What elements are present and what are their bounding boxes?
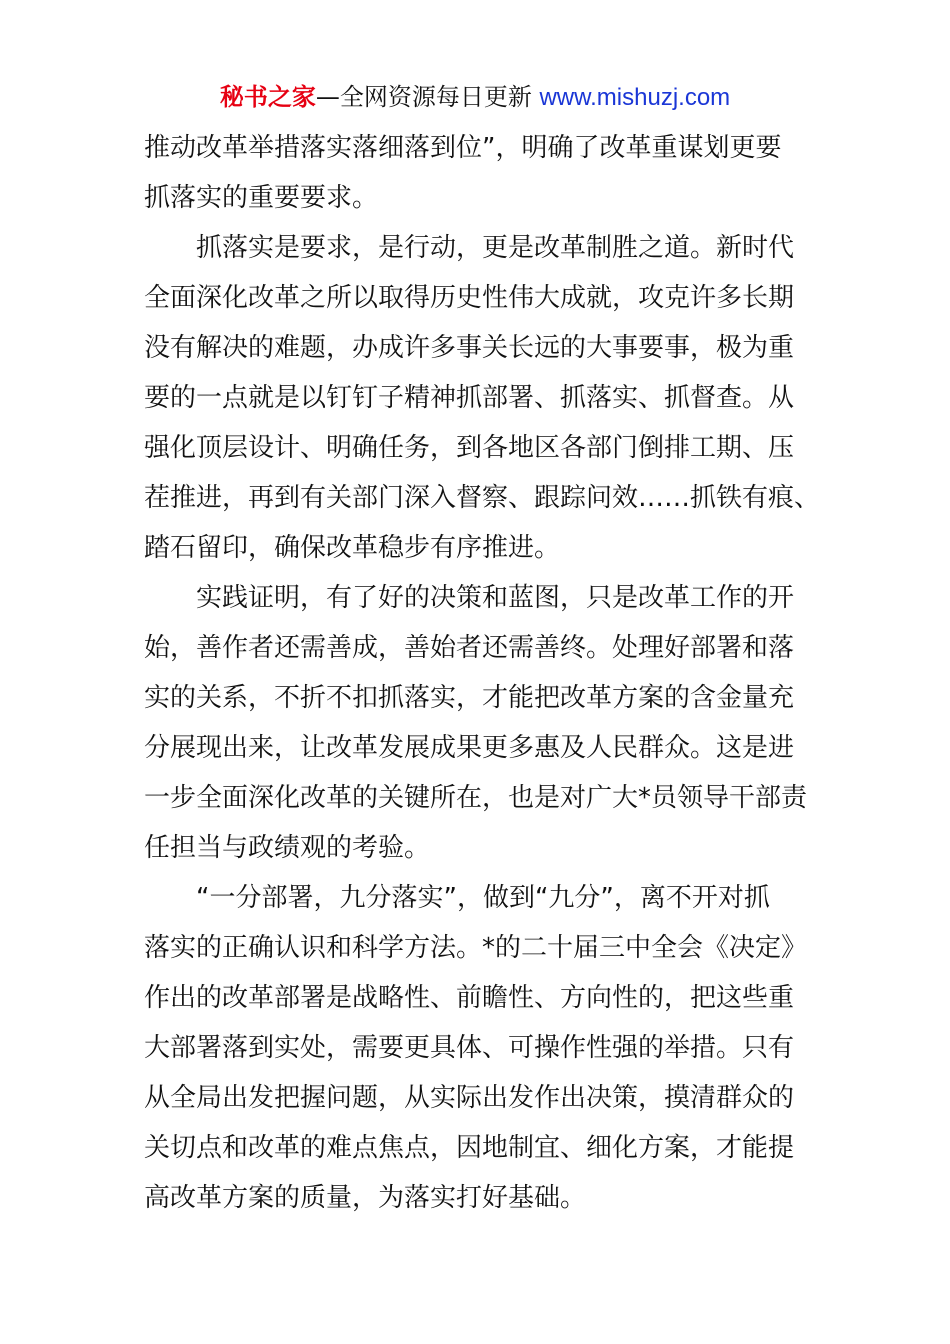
- text-line: 没有解决的难题，办成许多事关长远的大事要事，极为重: [144, 333, 795, 363]
- text-line: 始，善作者还需善成，善始者还需善终。处理好部署和落: [144, 633, 795, 663]
- paragraph-first-line: “一分部署，九分落实”，做到“九分”，离不开对抓: [196, 883, 770, 913]
- paragraph-first-line: 抓落实是要求，是行动，更是改革制胜之道。新时代: [196, 233, 795, 263]
- site-url-link[interactable]: www.mishuzj.com: [539, 84, 731, 111]
- text-line: 全面深化改革之所以取得历史性伟大成就，攻克许多长期: [144, 283, 795, 313]
- text-line: 一步全面深化改革的关键所在，也是对广大*员领导干部责: [144, 783, 808, 813]
- text-line: 实的关系，不折不扣抓落实，才能把改革方案的含金量充: [144, 683, 795, 713]
- page-header: [0, 80, 950, 115]
- text-line: 踏石留印，确保改革稳步有序推进。: [144, 533, 561, 563]
- text-line: 落实的正确认识和科学方法。*的二十届三中全会《决定》: [144, 933, 808, 963]
- text-line: 茬推进，再到有关部门深入督察、跟踪问效……抓铁有痕、: [144, 483, 821, 513]
- brand-name: 秘书之家: [219, 83, 316, 111]
- paragraph-first-line: 实践证明，有了好的决策和蓝图，只是改革工作的开: [196, 583, 795, 613]
- text-line: 关切点和改革的难点焦点，因地制宜、细化方案，才能提: [144, 1133, 795, 1163]
- text-line: 任担当与政绩观的考验。: [144, 833, 431, 863]
- text-line: 高改革方案的质量，为落实打好基础。: [144, 1183, 587, 1213]
- header-tagline: —全网资源每日更新: [315, 83, 532, 111]
- text-line: 作出的改革部署是战略性、前瞻性、方向性的，把这些重: [144, 983, 795, 1013]
- text-line: 从全局出发把握问题，从实际出发作出决策，摸清群众的: [144, 1083, 795, 1113]
- text-line: 强化顶层设计、明确任务，到各地区各部门倒排工期、压: [144, 433, 795, 463]
- text-line: 抓落实的重要要求。: [144, 183, 379, 213]
- document-body: [144, 123, 824, 1223]
- text-line: 推动改革举措落实落细落到位”，明确了改革重谋划更要: [144, 133, 782, 163]
- text-line: 分展现出来，让改革发展成果更多惠及人民群众。这是进: [144, 733, 795, 763]
- text-line: 大部署落到实处，需要更具体、可操作性强的举措。只有: [144, 1033, 795, 1063]
- text-line: 要的一点就是以钉钉子精神抓部署、抓落实、抓督查。从: [144, 383, 795, 413]
